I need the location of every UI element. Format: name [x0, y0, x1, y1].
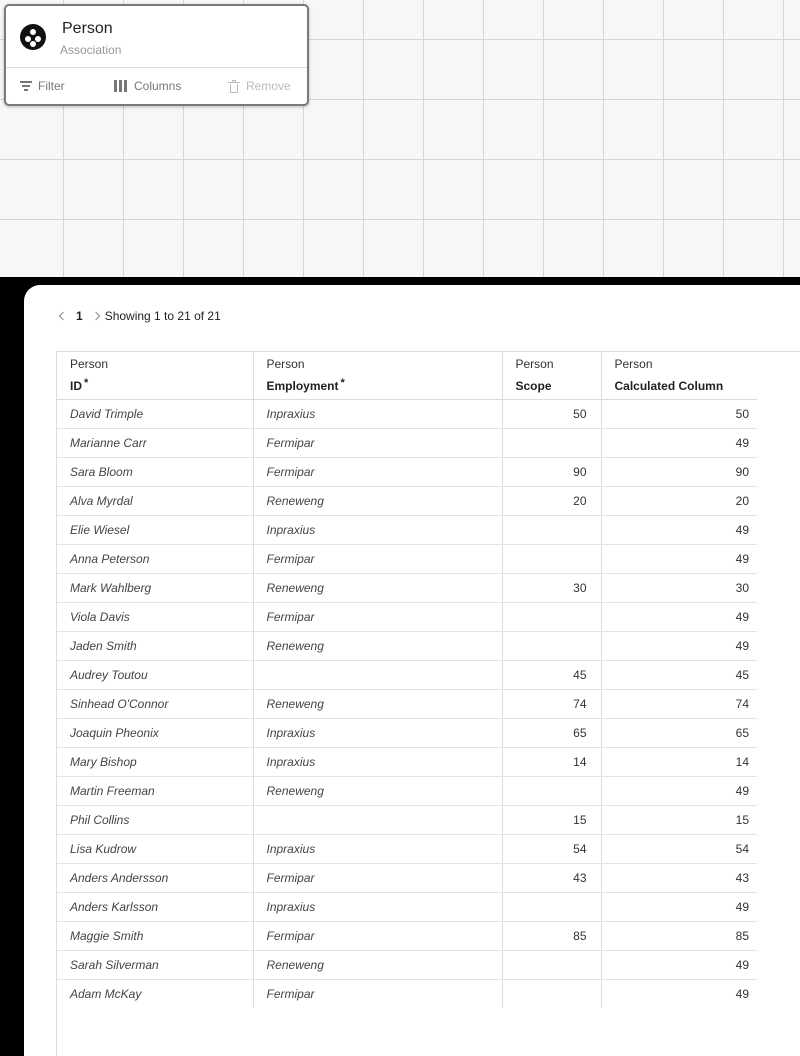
cell-calculated[interactable]: 49: [601, 515, 757, 544]
column-entity: Person: [515, 357, 554, 371]
cell-calculated[interactable]: 49: [735, 986, 749, 1001]
column-header-id[interactable]: [57, 352, 253, 399]
cell-scope[interactable]: 85: [502, 921, 601, 950]
person-node-card[interactable]: [4, 4, 309, 106]
cell-id[interactable]: Jaden Smith: [57, 631, 253, 660]
table-row[interactable]: [57, 602, 757, 631]
data-table: [57, 352, 757, 1008]
cell-employment[interactable]: Inpraxius: [253, 515, 502, 544]
column-name: Employment: [266, 379, 339, 393]
cell-id[interactable]: Anders Andersson: [57, 863, 253, 892]
cell-scope[interactable]: 50: [502, 399, 601, 428]
table-row[interactable]: [57, 979, 757, 1008]
cell-employment[interactable]: Fermipar: [253, 979, 502, 1008]
cell-calculated[interactable]: 49: [601, 544, 757, 573]
table-row[interactable]: [57, 544, 757, 573]
cell-calculated[interactable]: 65: [601, 718, 757, 747]
table-row[interactable]: [57, 950, 757, 979]
node-title: Person: [62, 20, 113, 37]
pagination: [60, 307, 221, 325]
table-row[interactable]: [57, 718, 757, 747]
cell-employment[interactable]: Fermipar: [253, 428, 502, 457]
table-row[interactable]: [57, 399, 757, 428]
cell-id[interactable]: Viola Davis: [57, 602, 253, 631]
cell-scope[interactable]: 15: [502, 805, 601, 834]
cell-employment[interactable]: Inpraxius: [253, 718, 502, 747]
table-row[interactable]: [57, 863, 757, 892]
cell-id[interactable]: David Trimple: [57, 399, 253, 428]
table-row[interactable]: [57, 921, 757, 950]
cell-calculated[interactable]: 49: [601, 892, 757, 921]
required-marker: *: [84, 377, 89, 389]
table-row[interactable]: [57, 834, 757, 863]
cell-id[interactable]: Mark Wahlberg: [57, 573, 253, 602]
filter-icon: [20, 81, 32, 91]
cell-employment[interactable]: Inpraxius: [253, 892, 502, 921]
cell-scope[interactable]: 65: [502, 718, 601, 747]
column-entity: Person: [70, 357, 109, 371]
data-panel: [24, 285, 800, 1056]
table-row[interactable]: [57, 892, 757, 921]
cell-calculated[interactable]: 49: [601, 602, 757, 631]
cell-calculated[interactable]: 49: [601, 428, 757, 457]
cell-employment[interactable]: Reneweng: [253, 689, 502, 718]
cell-employment[interactable]: Reneweng: [253, 631, 502, 660]
table-row[interactable]: [57, 776, 757, 805]
cell-calculated[interactable]: 14: [601, 747, 757, 776]
table-row[interactable]: [57, 747, 757, 776]
cell-calculated[interactable]: 20: [601, 486, 757, 515]
cell-employment[interactable]: Inpraxius: [253, 834, 502, 863]
cell-scope[interactable]: 20: [502, 486, 601, 515]
cell-scope[interactable]: 30: [502, 573, 601, 602]
cell-employment[interactable]: [253, 660, 502, 689]
cell-id[interactable]: Elie Wiesel: [57, 515, 253, 544]
cell-employment[interactable]: Fermipar: [253, 457, 502, 486]
cell-scope[interactable]: [502, 544, 601, 573]
cell-id[interactable]: Sarah Silverman: [57, 950, 253, 979]
required-marker: *: [340, 377, 345, 389]
cell-employment[interactable]: Inpraxius: [253, 399, 502, 428]
header-row: [57, 352, 757, 399]
cell-id[interactable]: Sinhead O'Connor: [57, 689, 253, 718]
cell-employment[interactable]: Reneweng: [253, 486, 502, 515]
cell-calculated[interactable]: 49: [601, 776, 757, 805]
table-row[interactable]: [57, 689, 757, 718]
column-name: Calculated Column: [614, 379, 724, 393]
cell-calculated[interactable]: 54: [601, 834, 757, 863]
cell-id[interactable]: Maggie Smith: [57, 921, 253, 950]
column-header-calculated-column[interactable]: [601, 352, 757, 399]
cell-scope[interactable]: [502, 950, 601, 979]
cell-scope[interactable]: [502, 979, 601, 1008]
cell-scope[interactable]: 90: [502, 457, 601, 486]
cell-calculated[interactable]: 30: [601, 573, 757, 602]
cell-employment[interactable]: Reneweng: [253, 950, 502, 979]
cell-calculated[interactable]: 15: [601, 805, 757, 834]
cell-id[interactable]: Anna Peterson: [57, 544, 253, 573]
node-actions: [6, 68, 307, 104]
trash-icon: [228, 80, 240, 93]
cell-scope[interactable]: [502, 776, 601, 805]
cell-id[interactable]: Adam McKay: [57, 979, 253, 1008]
columns-icon: [114, 80, 128, 92]
pagination-status: Showing 1 to 21 of 21: [104, 309, 221, 323]
cell-employment[interactable]: Fermipar: [253, 544, 502, 573]
cell-id[interactable]: Lisa Kudrow: [57, 834, 253, 863]
column-header-scope[interactable]: [502, 352, 601, 399]
cell-employment[interactable]: Inpraxius: [253, 747, 502, 776]
cell-id[interactable]: Martin Freeman: [57, 776, 253, 805]
table-row[interactable]: [57, 805, 757, 834]
cell-id[interactable]: Audrey Toutou: [57, 660, 253, 689]
cell-id[interactable]: Mary Bishop: [57, 747, 253, 776]
table-row[interactable]: [57, 428, 757, 457]
cell-scope[interactable]: 45: [502, 660, 601, 689]
cell-calculated[interactable]: 49: [601, 950, 757, 979]
filter-button[interactable]: [20, 68, 65, 104]
cell-calculated[interactable]: 74: [601, 689, 757, 718]
cell-calculated[interactable]: 49: [601, 631, 757, 660]
chevron-left-icon[interactable]: [59, 312, 67, 320]
association-icon: [20, 24, 46, 50]
column-entity: Person: [614, 357, 653, 371]
cell-calculated[interactable]: 50: [601, 399, 757, 428]
cell-employment[interactable]: [253, 805, 502, 834]
data-grid: [56, 351, 800, 1056]
table-row[interactable]: [57, 486, 757, 515]
filter-label: Filter: [38, 79, 65, 93]
table-row[interactable]: [57, 515, 757, 544]
cell-scope[interactable]: 74: [502, 689, 601, 718]
table-row[interactable]: [57, 573, 757, 602]
cell-id[interactable]: Phil Collins: [57, 805, 253, 834]
cell-employment[interactable]: Fermipar: [253, 602, 502, 631]
remove-label: Remove: [246, 79, 291, 93]
cell-scope[interactable]: [502, 892, 601, 921]
cell-id[interactable]: Sara Bloom: [57, 457, 253, 486]
cell-scope[interactable]: [502, 428, 601, 457]
table-row[interactable]: [57, 660, 757, 689]
remove-button[interactable]: [228, 68, 291, 104]
cell-scope[interactable]: [502, 631, 601, 660]
page-number[interactable]: 1: [76, 309, 83, 323]
cell-scope[interactable]: 14: [502, 747, 601, 776]
column-header-employment[interactable]: [253, 352, 502, 399]
cell-employment[interactable]: Fermipar: [253, 921, 502, 950]
cell-employment[interactable]: Fermipar: [253, 863, 502, 892]
column-entity: Person: [266, 357, 305, 371]
cell-scope[interactable]: [502, 602, 601, 631]
cell-calculated[interactable]: 43: [601, 863, 757, 892]
cell-calculated[interactable]: 90: [601, 457, 757, 486]
table-row[interactable]: [57, 631, 757, 660]
chevron-right-icon[interactable]: [91, 312, 99, 320]
column-name: ID: [70, 379, 82, 393]
cell-id[interactable]: Alva Myrdal: [57, 486, 253, 515]
cell-scope[interactable]: 43: [502, 863, 601, 892]
column-name: Scope: [515, 379, 552, 393]
cell-id[interactable]: Marianne Carr: [57, 428, 253, 457]
cell-employment[interactable]: Reneweng: [253, 573, 502, 602]
cell-scope[interactable]: 54: [502, 834, 601, 863]
cell-id[interactable]: Anders Karlsson: [57, 892, 253, 921]
columns-label: Columns: [134, 79, 182, 93]
cell-scope[interactable]: [502, 515, 601, 544]
cell-calculated[interactable]: 85: [601, 921, 757, 950]
columns-button[interactable]: [114, 68, 181, 104]
table-row[interactable]: [57, 457, 757, 486]
table-body: [57, 399, 757, 1008]
node-subtitle: Association: [60, 43, 122, 57]
cell-employment[interactable]: Reneweng: [253, 776, 502, 805]
node-header[interactable]: [6, 6, 307, 68]
cell-id[interactable]: Joaquin Pheonix: [57, 718, 253, 747]
cell-calculated[interactable]: 45: [601, 660, 757, 689]
